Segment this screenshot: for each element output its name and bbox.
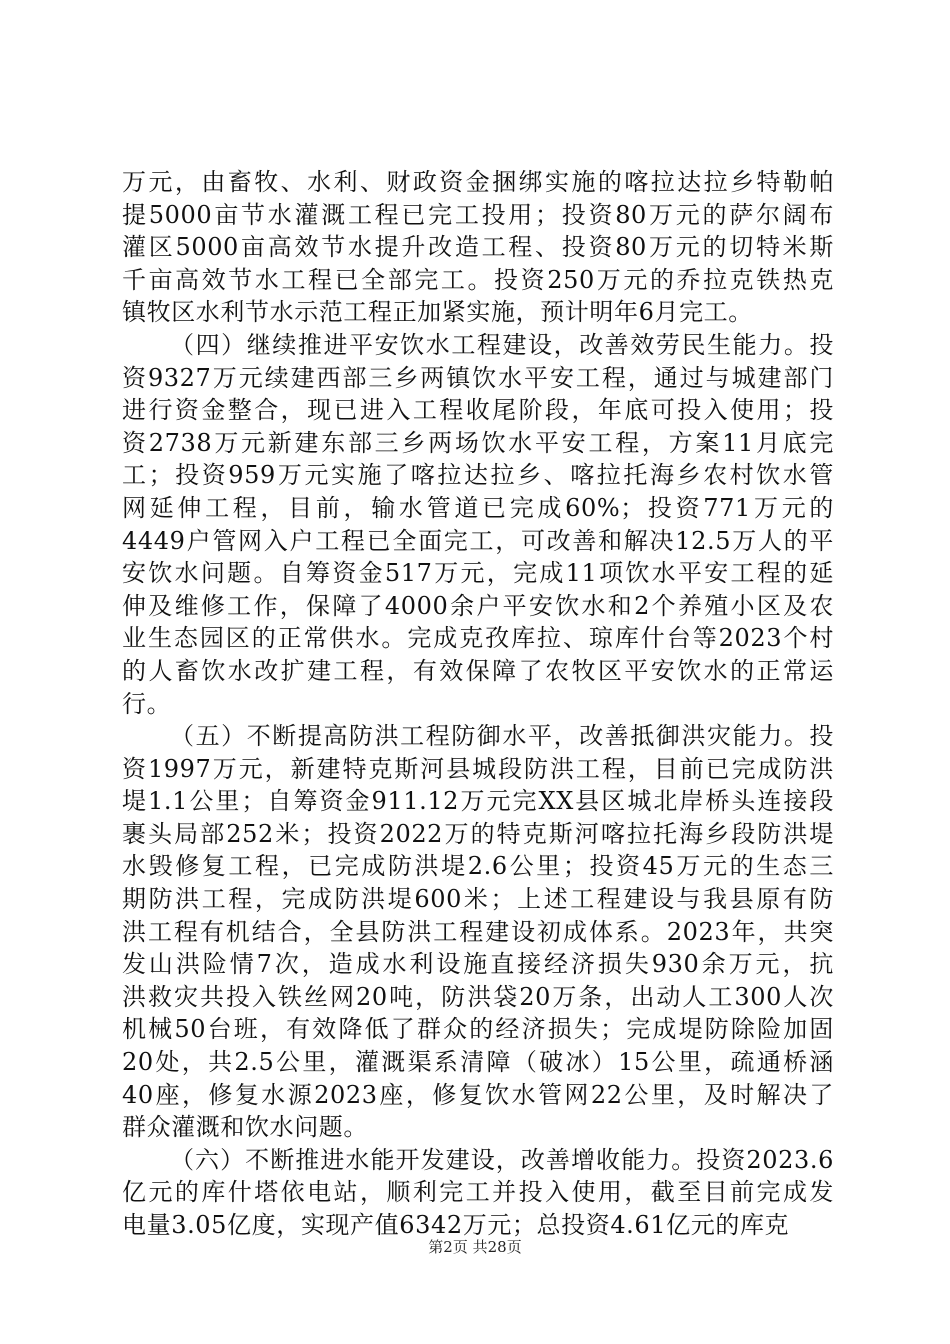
text-line: 机械50台班，有效降低了群众的经济损失；完成堤防除险加固 (122, 1015, 834, 1044)
text-line: 40座，修复水源2023座，修复饮水管网22公里，及时解决了 (122, 1080, 834, 1109)
text-line: 裹头局部252米；投资2022万的特克斯河喀拉托海乡段防洪堤 (122, 819, 834, 848)
text-line: 4449户管网入户工程已全面完工，可改善和解决12.5万人的平 (122, 526, 834, 555)
text-line: 亿元的库什塔依电站，顺利完工并投入使用，截至目前完成发 (122, 1178, 834, 1207)
text-line: 洪工程有机结合，全县防洪工程建设初成体系。2023年，共突 (122, 917, 834, 946)
text-line: 伸及维修工作，保障了4000余户平安饮水和2个养殖小区及农 (122, 591, 834, 620)
text-line: 20处，共2.5公里，灌溉渠系清障（破冰）15公里，疏通桥涵 (122, 1048, 834, 1077)
text-line: （五）不断提高防洪工程防御水平，改善抵御洪灾能力。投 (170, 722, 834, 751)
text-line: 提5000亩节水灌溉工程已完工投用；投资80万元的萨尔阔布 (122, 200, 834, 229)
text-line: （六）不断推进水能开发建设，改善增收能力。投资2023.6 (170, 1145, 834, 1174)
text-line: 洪救灾共投入铁丝网20吨，防洪袋20万条，出动人工300人次 (122, 982, 834, 1011)
text-line: 的人畜饮水改扩建工程，有效保障了农牧区平安饮水的正常运 (122, 656, 834, 685)
text-line: 千亩高效节水工程已全部完工。投资250万元的乔拉克铁热克 (122, 265, 834, 294)
text-line: 水毁修复工程，已完成防洪堤2.6公里；投资45万元的生态三 (122, 852, 834, 881)
text-line: 工；投资959万元实施了喀拉达拉乡、喀拉托海乡农村饮水管 (122, 461, 834, 490)
text-line: 灌区5000亩高效节水提升改造工程、投资80万元的切特米斯 (122, 233, 834, 262)
text-line: （四）继续推进平安饮水工程建设，改善效劳民生能力。投 (170, 330, 834, 359)
text-line: 资1997万元，新建特克斯河县城段防洪工程，目前已完成防洪 (122, 754, 834, 783)
text-line: 资2738万元新建东部三乡两场饮水平安工程，方案11月底完 (122, 428, 834, 457)
text-line: 电量3.05亿度，实现产值6342万元；总投资4.61亿元的库克 (122, 1211, 790, 1239)
text-line: 群众灌溉和饮水问题。 (122, 1113, 368, 1142)
text-line: 资9327万元续建西部三乡两镇饮水平安工程，通过与城建部门 (122, 363, 834, 392)
text-line: 镇牧区水利节水示范工程正加紧实施，预计明年6月完工。 (122, 298, 753, 327)
text-line: 进行资金整合，现已进入工程收尾阶段，年底可投入使用；投 (122, 396, 834, 425)
text-line: 安饮水问题。自筹资金517万元，完成11项饮水平安工程的延 (122, 559, 834, 588)
text-line: 堤1.1公里；自筹资金911.12万元完XX县区城北岸桥头连接段 (122, 787, 834, 816)
text-line: 行。 (122, 689, 172, 718)
text-line: 发山洪险情7次，造成水利设施直接经济损失930余万元，抗 (122, 950, 834, 979)
page-footer: 第2页 共28页 (428, 1238, 522, 1256)
text-line: 期防洪工程，完成防洪堤600米；上述工程建设与我县原有防 (122, 885, 834, 914)
text-line: 网延伸工程，目前，输水管道已完成60%；投资771万元的 (122, 493, 834, 522)
text-line: 万元，由畜牧、水利、财政资金捆绑实施的喀拉达拉乡特勒帕 (122, 168, 834, 196)
body-text (122, 166, 834, 1242)
text-line: 业生态园区的正常供水。完成克孜库拉、琼库什台等2023个村 (122, 624, 834, 653)
